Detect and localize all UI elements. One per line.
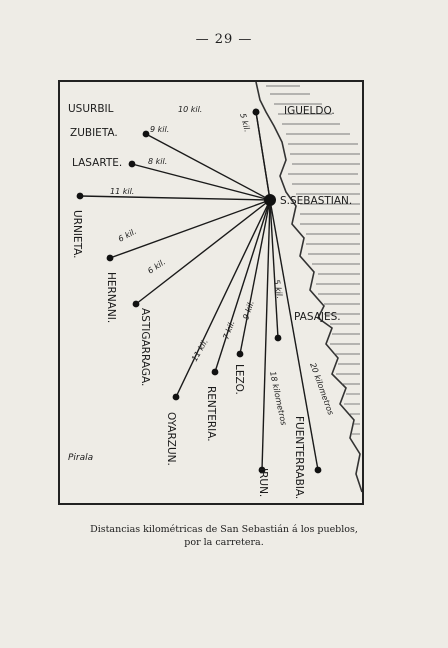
town-label: FUENTERRABIA.: [293, 416, 305, 500]
town-marker: [133, 301, 140, 308]
town-label: PASAJES.: [294, 311, 341, 323]
town-label: LEZO.: [233, 364, 245, 395]
town-marker: [237, 351, 244, 358]
town-label: LASARTE.: [72, 157, 123, 169]
map-signature: Pirala: [68, 453, 94, 463]
distance-label: 7 kil.: [221, 319, 237, 341]
town-marker: [173, 394, 180, 401]
town-label: USURBIL: [68, 103, 114, 115]
distance-line: [80, 196, 270, 200]
town-label: IRUN.: [257, 468, 269, 498]
town-label: OYARZUN.: [165, 412, 177, 466]
distance-line: [132, 164, 270, 200]
distance-line: [262, 200, 270, 470]
town-label: HERNANI.: [105, 272, 117, 324]
town-marker: [143, 131, 150, 138]
town-label: URNIETA.: [71, 210, 83, 259]
town-marker: [275, 335, 282, 342]
town-label: ASTIGARRAGA.: [139, 308, 151, 387]
figure-caption: [0, 523, 448, 549]
town-labels: [68, 103, 341, 499]
distance-label: 8 kil.: [148, 157, 168, 166]
center-label: S.SEBASTIAN.: [280, 195, 353, 207]
distance-label: 9 kil.: [150, 125, 170, 134]
distance-line: [215, 200, 270, 372]
distance-label: 5 kil.: [272, 278, 285, 300]
san-sebastian-marker: [264, 194, 276, 206]
town-marker: [107, 255, 114, 262]
distance-line: [146, 134, 270, 200]
coastline: [256, 82, 362, 492]
town-marker: [315, 467, 322, 474]
town-marker: [77, 193, 84, 200]
distance-line: [256, 112, 270, 200]
caption-line-1: Distancias kilométricas de San Sebastián á los pueblos,: [90, 524, 358, 535]
town-label: RENTERIA.: [205, 386, 217, 442]
town-label: ZUBIETA.: [70, 127, 118, 139]
page-number: — 29 —: [195, 32, 253, 47]
caption-line-2: por la carretera.: [184, 537, 264, 548]
town-marker: [129, 161, 136, 168]
distance-label: 5 kil.: [238, 112, 252, 134]
map-svg: [60, 82, 362, 503]
town-marker: [253, 109, 260, 116]
distance-label: 6 kil.: [146, 257, 168, 276]
map-figure: [58, 80, 364, 505]
distance-label: 11 kil.: [110, 187, 135, 196]
town-label: IGUELDO.: [284, 105, 335, 117]
distance-label: 11 kil.: [189, 337, 210, 363]
distance-label: 10 kil.: [178, 105, 203, 114]
distance-label: 18 kilometros: [268, 370, 289, 427]
town-marker: [212, 369, 219, 376]
distance-line: [136, 200, 270, 304]
distance-label: 20 kilometros: [308, 361, 336, 417]
distance-label: 9 kil.: [241, 299, 256, 321]
distance-label: 6 kil.: [116, 226, 138, 244]
